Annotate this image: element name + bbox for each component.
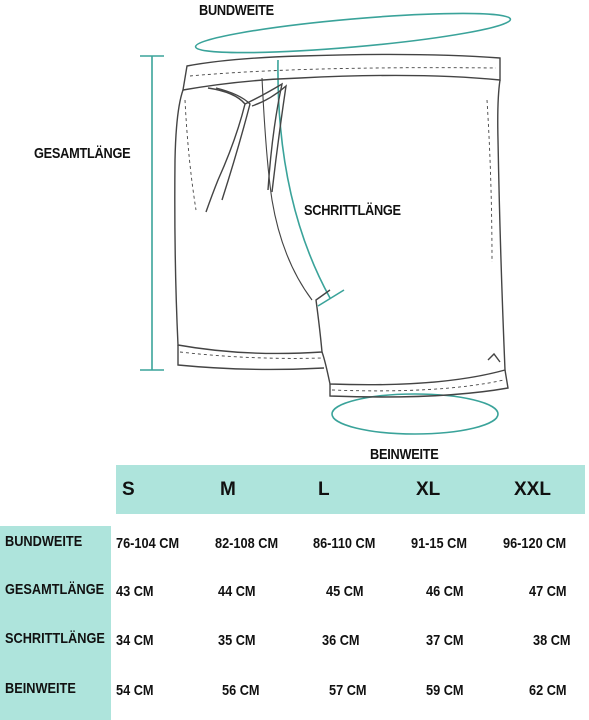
- row-label-waist: BUNDWEITE: [5, 533, 83, 550]
- table-cell: 59 CM: [426, 682, 464, 699]
- row-label-leg-opening: BEINWEITE: [5, 680, 76, 697]
- size-s: S: [122, 479, 135, 500]
- leg-opening-ellipse: [332, 394, 498, 434]
- table-cell: 91-15 CM: [411, 535, 467, 552]
- table-cell: 44 CM: [218, 583, 256, 600]
- table-cell: 35 CM: [218, 632, 256, 649]
- waist-label: BUNDWEITE: [199, 2, 274, 19]
- table-cell: 82-108 CM: [215, 535, 279, 552]
- shorts-outline: [175, 54, 508, 397]
- total-length-measure: [140, 56, 164, 370]
- table-cell: 62 CM: [529, 682, 567, 699]
- size-header-row: [116, 465, 585, 514]
- inseam-label: SCHRITTLÄNGE: [304, 202, 401, 219]
- table-cell: 46 CM: [426, 583, 464, 600]
- row-label-total-length: GESAMTLÄNGE: [5, 581, 105, 598]
- table-cell: 56 CM: [222, 682, 260, 699]
- table-cell: 96-120 CM: [503, 535, 567, 552]
- size-l: L: [318, 479, 330, 500]
- table-cell: 86-110 CM: [313, 535, 376, 552]
- total-length-label: GESAMTLÄNGE: [34, 145, 131, 162]
- table-cell: 47 CM: [529, 583, 567, 600]
- table-cell: 54 CM: [116, 682, 154, 699]
- table-cell: 43 CM: [116, 583, 154, 600]
- table-cell: 34 CM: [116, 632, 154, 649]
- table-cell: 38 CM: [533, 632, 571, 649]
- table-cell: 57 CM: [329, 682, 367, 699]
- row-label-inseam: SCHRITTLÄNGE: [5, 630, 105, 647]
- leg-opening-label: BEINWEITE: [370, 446, 439, 463]
- size-xl: XL: [416, 479, 441, 500]
- table-cell: 36 CM: [322, 632, 360, 649]
- size-xxl: XXL: [514, 479, 551, 500]
- table-cell: 37 CM: [426, 632, 464, 649]
- table-cell: 76-104 CM: [116, 535, 180, 552]
- table-cell: 45 CM: [326, 583, 364, 600]
- size-m: M: [220, 479, 236, 500]
- inseam-measure: [278, 60, 344, 306]
